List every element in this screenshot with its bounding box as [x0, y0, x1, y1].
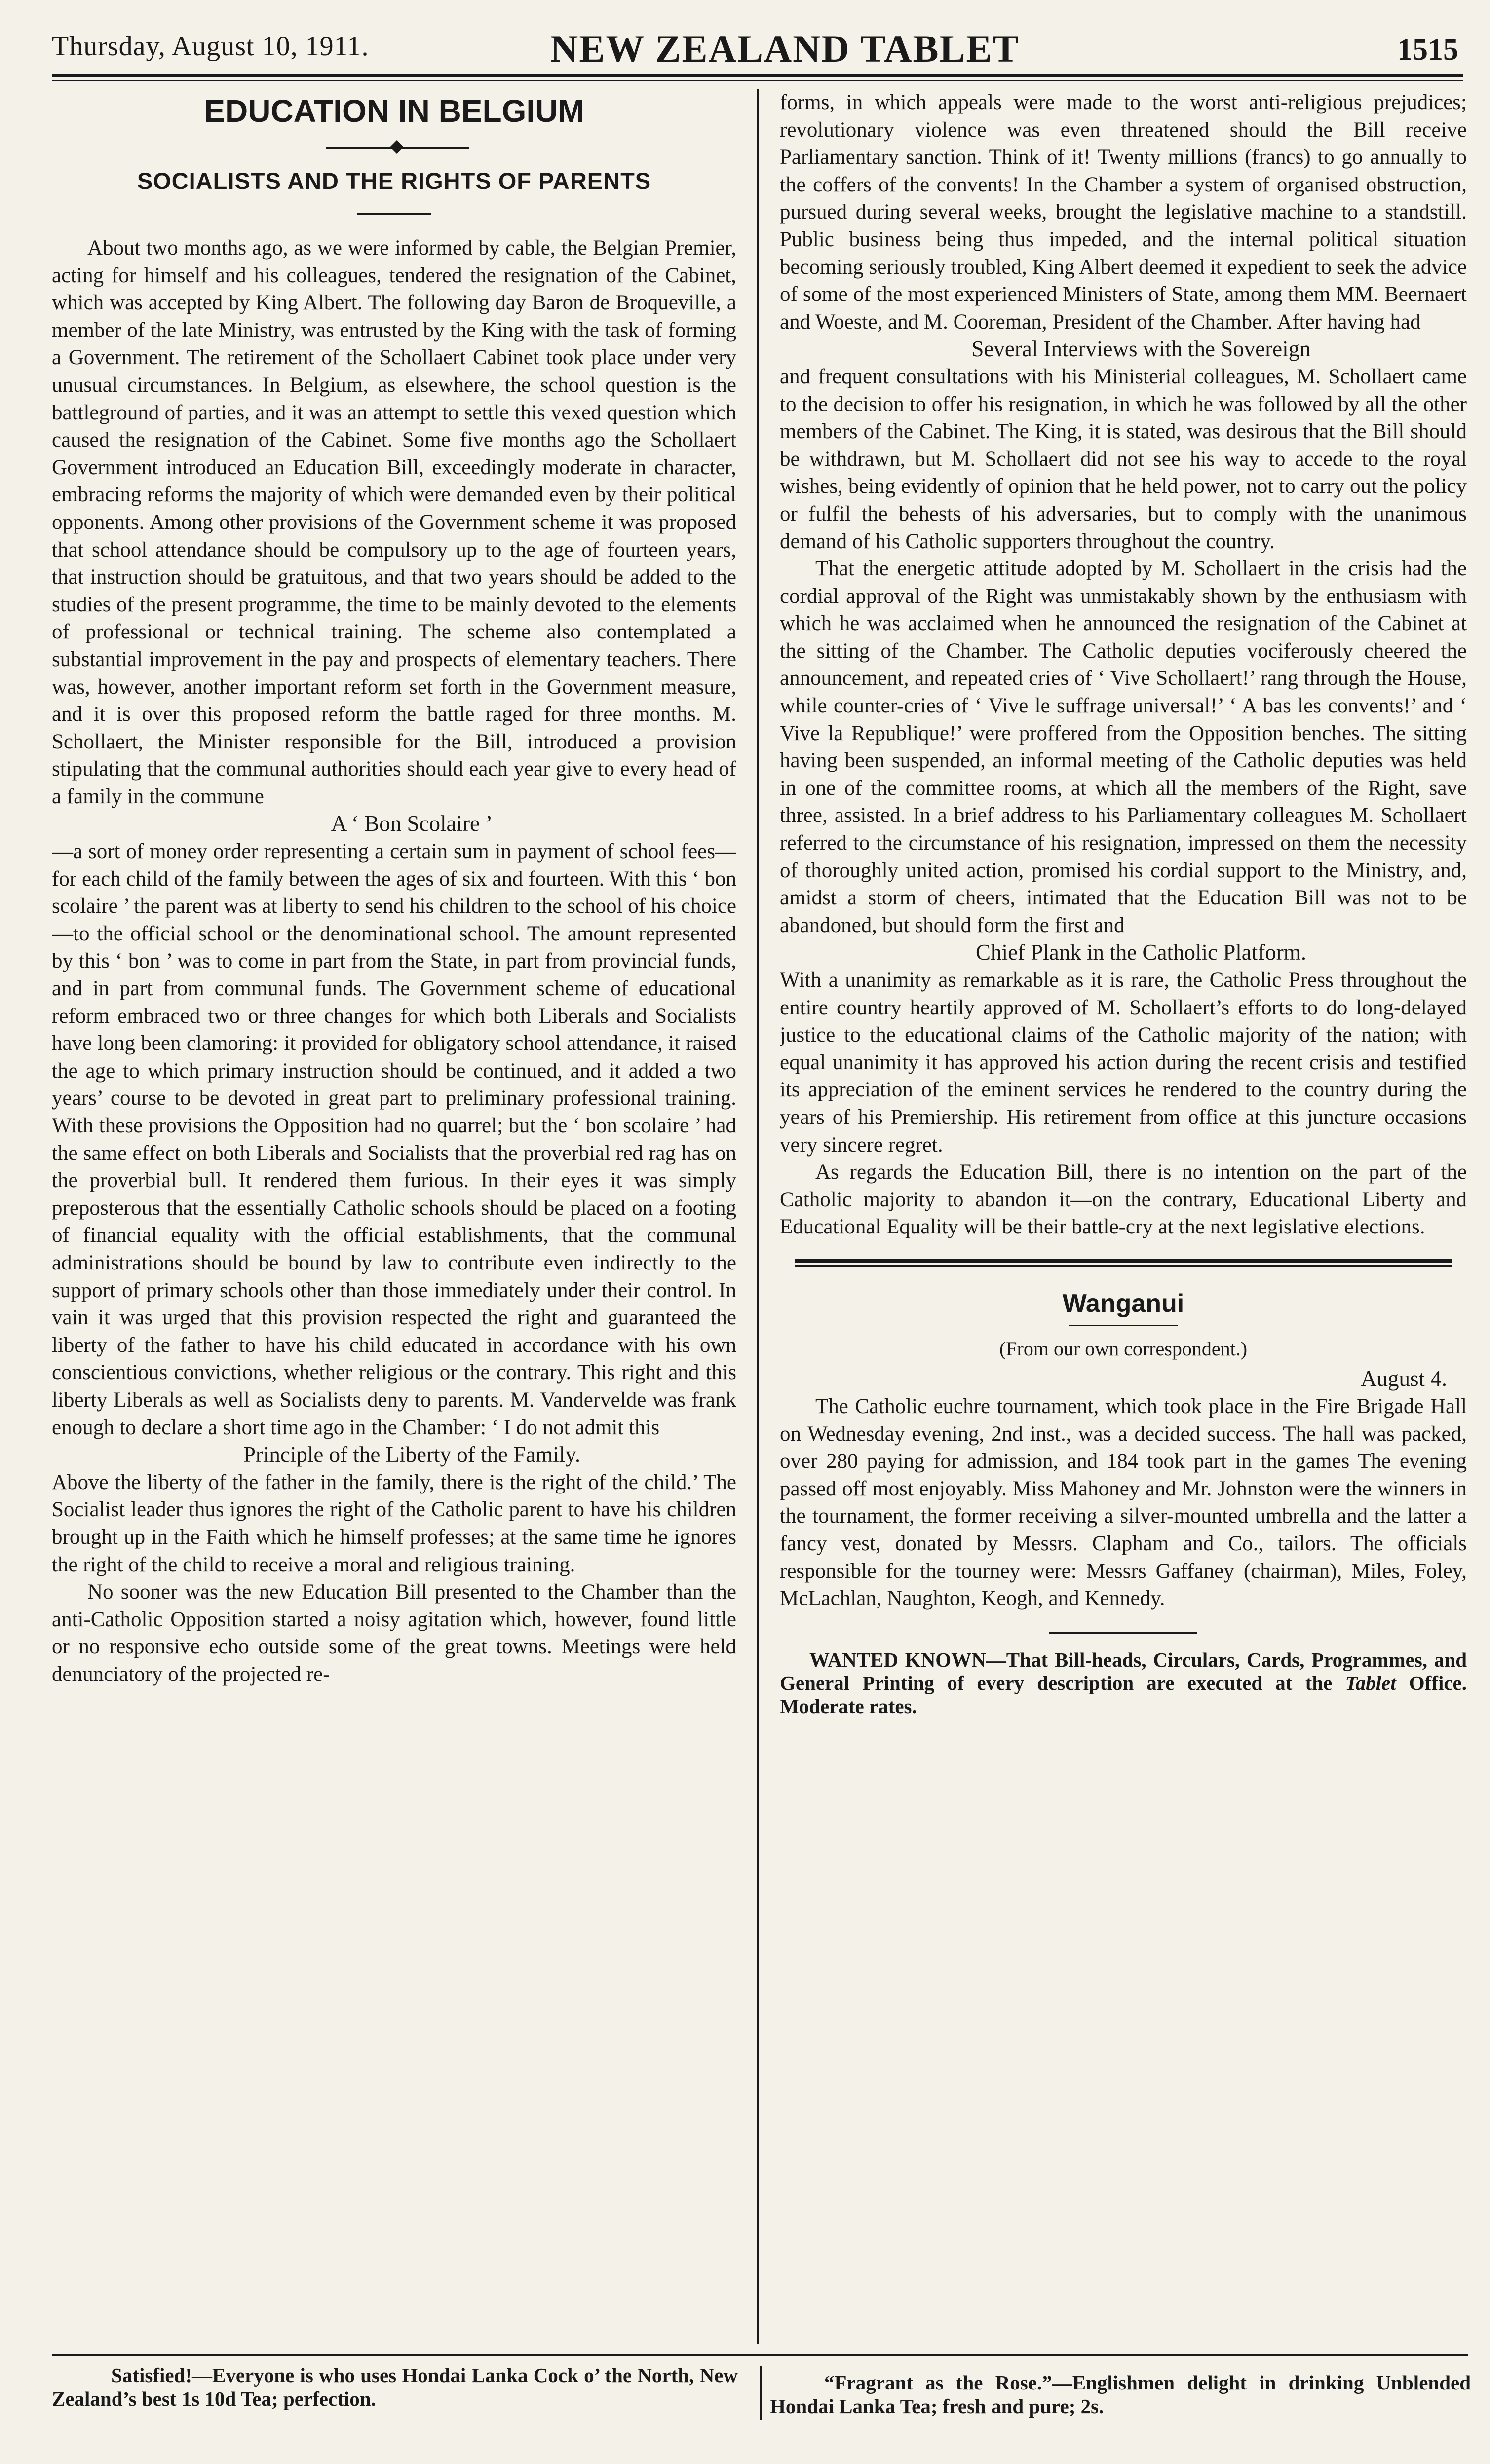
article-paragraph: and frequent consultations with his Ministerial colleagues, M. Schollaert came to the decision to offer his resignation, in which he was followed by all the other members of the Cabinet. The King, it is stated, was desirous that the Bill should be withdrawn, but M. Schollaert did not see his way to accede to the royal wishes, being evidently of opinion that he held power, not to carry out the policy or fulfil the behests of his adversaries, but to comply with the unanimous demand of his Catholic supporters throughout the country.	[780, 365, 1467, 553]
section-subhead: A ‘ Bon Scolaire ’	[331, 811, 493, 836]
article-paragraph: About two months ago, as we were informed by cable, the Belgian Premier, acting for himself and his colleagues, tendered the resignation of the Cabinet, which was accepted by King Albert. The following day Baron de Broqueville, a member of the late Ministry, was entrusted by the King with the task of forming a Government. The retirement of the Schollaert Cabinet took place under very unusual circumstances. In Belgium, as elsewhere, the school question is the battleground of parties, and it was an attempt to settle this vexed question which caused the resignation of the Cabinet. Some five months ago the Schollaert Government introduced an Education Bill, exceedingly moderate in character, embracing reforms the majority of which were demanded even by their political opponents. Among other provisions of the Government scheme it was proposed that school attendance should be compulsory up to the age of fourteen years, that instruction should be gratuitous, and that two years should be added to the studies of the present programme, the time to be mainly devoted to the elements of professional or technical training. The scheme also contemplated a substantial improvement in the pay and prospects of elementary teachers. There was, however, another important reform set forth in the Government measure, and it is over this proposed reform the battle raged for three months. M. Schollaert, the Minister responsible for the Bill, introduced a provision stipulating that the communal authorities should each year give to every head of a family in the commune	[52, 236, 736, 808]
right-column	[780, 89, 1467, 2344]
wanganui-title: Wanganui	[1062, 1289, 1184, 1318]
masthead-rule	[52, 74, 1463, 77]
wanganui-paragraph: The Catholic euchre tournament, which took place in the Fire Brigade Hall on Wednesday evening, 2nd inst., was a decided success. The hall was packed, over 280 paying for admission, and 184 took part in the games The evening passed off most enjoyably. Miss Mahoney and Mr. Johnston were the winners in the tournament, the former receiving a silver-mounted umbrella and the latter a fancy vest, donated by Messrs. Clapham and Co., tailors. The officials responsible for the tourney were: Messrs Gaffaney (chairman), Miles, Foley, McLachlan, Naughton, Keogh, and Kennedy.	[780, 1394, 1467, 1610]
footer-ad-left: Satisfied!—Everyone is who uses Hondai Lanka Cock o’ the North, New Zealand’s best 1s 10d Tea; perfection.	[52, 2364, 738, 2410]
page-number: 1515	[1397, 33, 1458, 67]
title-ornament	[52, 138, 736, 158]
article-title: EDUCATION IN BELGIUM	[204, 93, 584, 129]
correspondent-line: (From our own correspondent.)	[999, 1337, 1248, 1360]
wanganui-rule	[1069, 1325, 1178, 1326]
masthead	[52, 16, 1458, 74]
section-subhead: Several Interviews with the Sovereign	[971, 336, 1311, 362]
article-paragraph: forms, in which appeals were made to the worst anti-religious prejudices; revolutionary violence was even threatened should the Bill receive Parliamentary sanction. Think of it! Twenty millions (francs) to go annually to the coffers of the convents! In the Chamber a system of organised obstruction, pursued during several weeks, brought the legislative machine to a standstill. Public business being thus impeded, and the internal political situation becoming seriously troubled, King Albert deemed it expedient to seek the advice of some of the most experienced Ministers of State, among them MM. Beernaert and Woeste, and M. Cooreman, President of the Chamber. After having had	[780, 91, 1467, 334]
section-subhead: Principle of the Liberty of the Family.	[243, 1442, 581, 1467]
diamond-ornament-icon	[390, 140, 404, 154]
wanted-rule	[1049, 1632, 1197, 1634]
article-subtitle: SOCIALISTS AND THE RIGHTS OF PARENTS	[137, 168, 651, 194]
article-paragraph: —a sort of money order representing a certain sum in payment of school fees—for each child of the family between the ages of six and fourteen. With this ‘ bon scolaire ’ the parent was at liberty to send his children to the school of his choice—to the official school or the denominational school. The amount represented by this ‘ bon ’ was to come in part from the State, in part from provincial funds, and in part from communal funds. The Government scheme of educational reform embraced two or three changes for which both Liberals and Socialists have long been clamoring: it provided for obligatory school attendance, it raised the age to which primary instruction should be continued, and it added a two years’ course to be devoted in great part to preliminary professional training. With these provisions the Opposition had no quarrel; but the ‘ bon scolaire ’ had the same effect on both Liberals and Socialists that the proverbial red rag has on the proverbial bull. It rendered them furious. In their eyes it was simply preposterous that the essentially Catholic schools should be placed on a footing of financial equality with the official establishments, that the communal administrations should be bound by law to contribute even indirectly to the support of primary schools other than those immediately under their control. In vain it was urged that this provision respected the right and guaranteed the liberty of the father to have his child educated in accordance with his own conscientious convictions, whether religious or the contrary. This right and this liberty Liberals as well as Socialists deny to parents. M. Vandervelde was frank enough to declare a short time ago in the Chamber: ‘ I do not admit this	[52, 840, 736, 1439]
footer-divider	[760, 2366, 762, 2420]
left-column	[52, 89, 736, 2344]
article-paragraph: As regards the Education Bill, there is no intention on the part of the Catholic majority to abandon it—on the contrary, Educational Liberty and Educational Equality will be their battle-cry at the next legislative elections.	[780, 1160, 1467, 1239]
wanted-known-notice: WANTED KNOWN—That Bill-heads, Circulars, Cards, Programmes, and General Printing of every description are executed at the Tablet Office. Moderate rates.	[780, 1648, 1467, 1717]
subtitle-rule	[357, 213, 431, 215]
masthead-rule-thin	[52, 80, 1463, 81]
section-rule-thick	[795, 1259, 1452, 1263]
section-rule-thin	[795, 1265, 1452, 1267]
footer-ad-right: “Fragrant as the Rose.”—Englishmen delight in drinking Unblended Hondai Lanka Tea; fresh and pure; 2s.	[770, 2371, 1471, 2418]
article-paragraph: With a unanimity as remarkable as it is rare, the Catholic Press throughout the entire country heartily approved of M. Schollaert’s efforts to do long-delayed justice to the educational claims of the Catholic majority of the nation; with equal unanimity it has approved his action during the recent crisis and testified its appreciation of the eminent services he rendered to the country during the years of his Premiership. His retirement from office at this juncture occasions very sincere regret.	[780, 969, 1467, 1157]
column-divider	[757, 89, 759, 2344]
publication-title: NEW ZEALAND TABLET	[550, 27, 1020, 70]
section-subhead: Chief Plank in the Catholic Platform.	[976, 940, 1306, 965]
issue-date: Thursday, August 10, 1911.	[52, 31, 369, 62]
article-paragraph: That the energetic attitude adopted by M. Schollaert in the crisis had the cordial approval of the Right was unmistakably shown by the enthusiasm with which he was acclaimed when he announced the resignation of the Cabinet at the sitting of the Chamber. The Catholic deputies vociferously cheered the announcement, and repeated cries of ‘ Vive Schollaert!’ rang through the House, while counter-cries of ‘ Vive le suffrage universal!’ ‘ A bas les convents!’ and ‘ Vive la Republique!’ were proffered from the Opposition benches. The sitting having been suspended, an informal meeting of the Catholic deputies was held in one of the committee rooms, at which all the members of the Right, save three, assisted. In a brief address to his Parliamentary colleagues M. Schollaert referred to the circumstance of his resignation, impressed on them the necessity of thoroughly united action, promised his cordial support to the Ministry, and, amidst a storm of cheers, intimated that the Education Bill was not to be abandoned, but should form the first and	[780, 557, 1467, 937]
article-paragraph: No sooner was the new Education Bill presented to the Chamber than the anti-Catholic Opposition started a noisy agitation which, however, found little or no responsive echo outside some of the great towns. Meetings were held denunciatory of the projected re-	[52, 1580, 736, 1686]
footer-rule	[52, 2354, 1468, 2356]
dispatch-date: August 4.	[1360, 1366, 1447, 1391]
article-paragraph: Above the liberty of the father in the family, there is the right of the child.’ The Socialist leader thus ignores the right of the Catholic parent to have his children brought up in the Faith which he himself professes; at the same time he ignores the right of the child to receive a moral and religious training.	[52, 1470, 736, 1576]
